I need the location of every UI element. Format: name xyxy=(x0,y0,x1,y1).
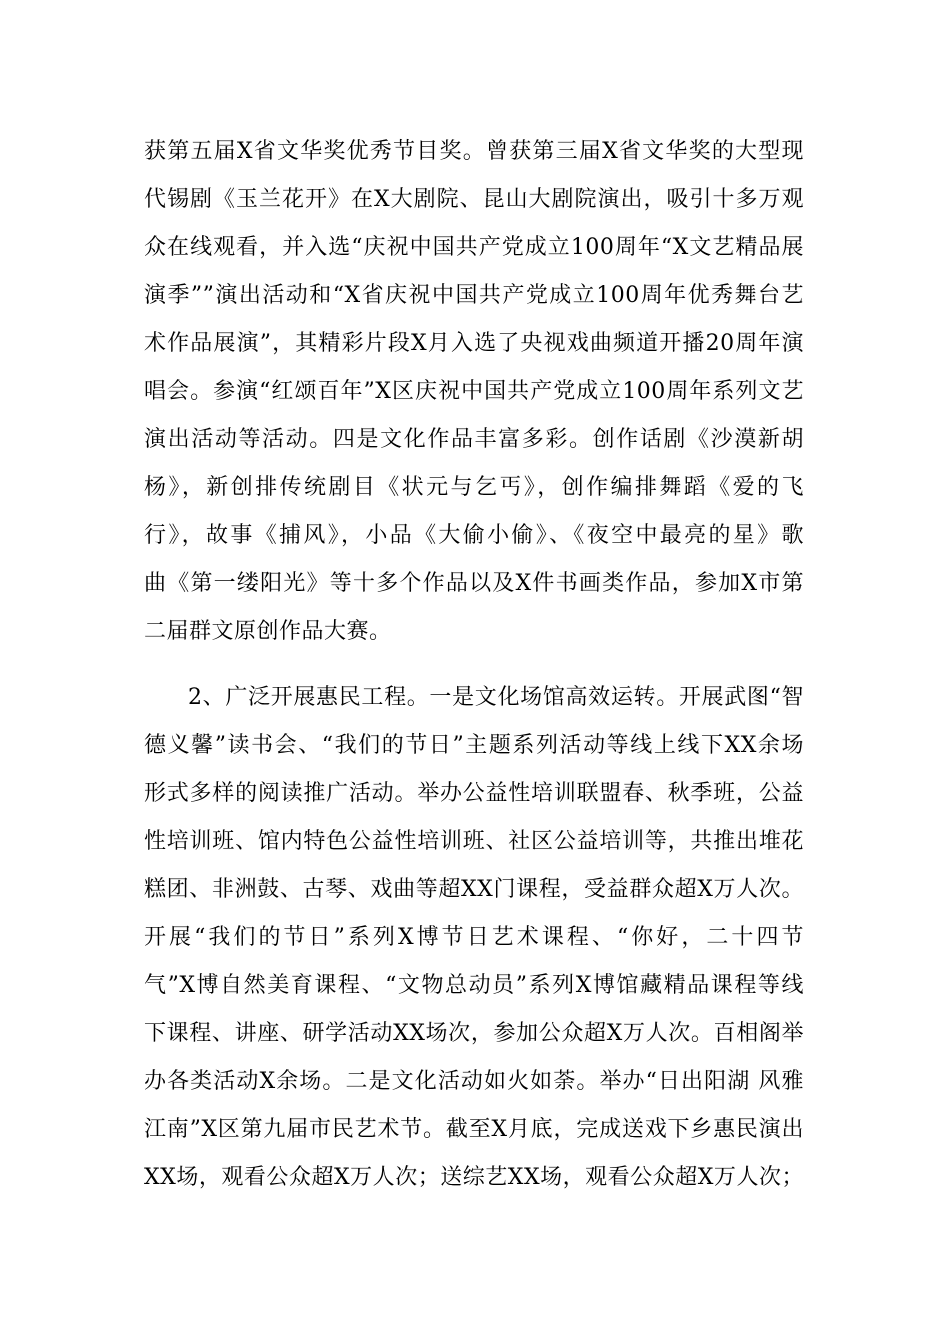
text-line-1: 获第五届X省文华奖优秀节目奖。曾获第三届X省文华奖的大型现 xyxy=(144,139,804,164)
text-line-17: 开展“我们的节日”系列X博节日艺术课程、“你好，二十四节 xyxy=(144,925,804,950)
text-line-7: 演出活动等活动。四是文化作品丰富多彩。创作话剧《沙漠新胡 xyxy=(144,427,804,452)
text-line-9: 行》，故事《捕风》，小品《大偷小偷》、《夜空中最亮的星》歌 xyxy=(144,523,804,548)
text-line-2: 代锡剧《玉兰花开》在X大剧院、昆山大剧院演出，吸引十多万观 xyxy=(144,187,804,212)
text-line-13: 德义馨”读书会、“我们的节日”主题系列活动等线上线下XX余场 xyxy=(144,733,804,758)
text-line-18: 气”X博自然美育课程、“文物总动员”系列X博馆藏精品课程等线 xyxy=(144,973,804,998)
text-line-3: 众在线观看，并入选“庆祝中国共产党成立100周年“X文艺精品展 xyxy=(144,235,804,260)
text-line-12: 2、广泛开展惠民工程。一是文化场馆高效运转。开展武图“智 xyxy=(188,685,804,710)
text-line-20: 办各类活动X余场。二是文化活动如火如荼。举办“日出阳湖 风雅 xyxy=(144,1069,804,1094)
text-line-19: 下课程、讲座、研学活动XX场次，参加公众超X万人次。百相阁举 xyxy=(144,1021,804,1046)
text-line-11: 二届群文原创作品大赛。 xyxy=(144,619,392,644)
text-line-14: 形式多样的阅读推广活动。举办公益性培训联盟春、秋季班，公益 xyxy=(144,781,804,806)
text-line-21: 江南”X区第九届市民艺术节。截至X月底，完成送戏下乡惠民演出 xyxy=(144,1117,804,1142)
text-line-15: 性培训班、馆内特色公益性培训班、社区公益培训等，共推出堆花 xyxy=(144,829,804,854)
text-line-8: 杨》，新创排传统剧目《状元与乞丐》，创作编排舞蹈《爱的飞 xyxy=(144,475,804,500)
text-line-10: 曲《第一缕阳光》等十多个作品以及X件书画类作品，参加X市第 xyxy=(144,571,804,596)
text-line-4: 演季””演出活动和“X省庆祝中国共产党成立100周年优秀舞台艺 xyxy=(144,283,804,308)
text-line-16: 糕团、非洲鼓、古琴、戏曲等超XX门课程，受益群众超X万人次。 xyxy=(144,877,804,902)
text-line-6: 唱会。参演“红颂百年”X区庆祝中国共产党成立100周年系列文艺 xyxy=(144,379,804,404)
text-line-5: 术作品展演”，其精彩片段X月入选了央视戏曲频道开播20周年演 xyxy=(144,331,804,356)
text-line-22: XX场，观看公众超X万人次；送综艺XX场，观看公众超X万人次； xyxy=(144,1165,804,1190)
